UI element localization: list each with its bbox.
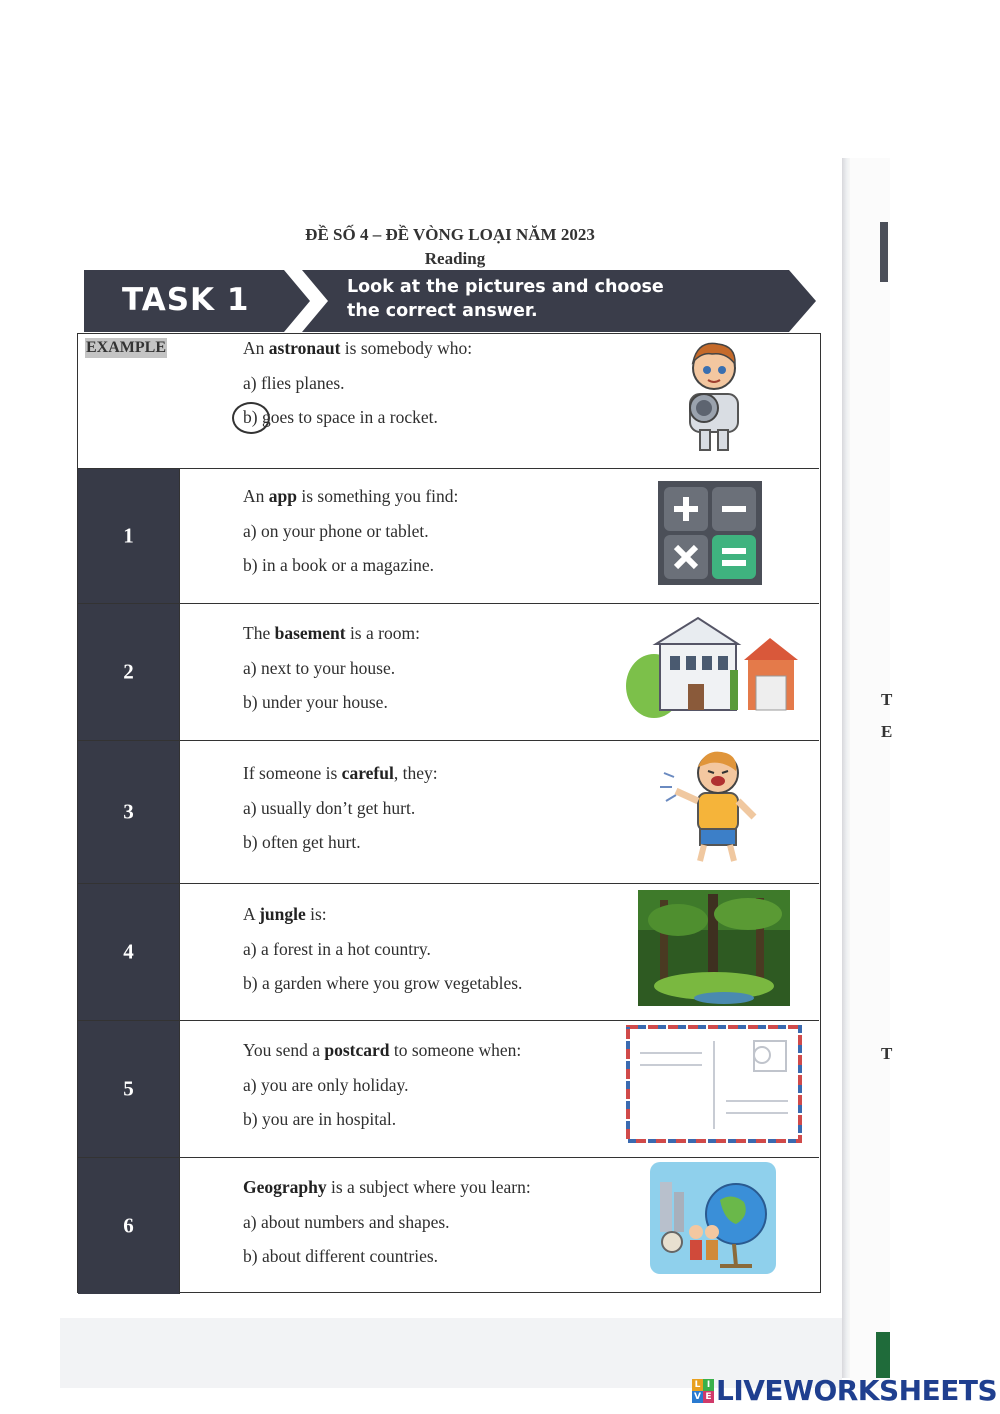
question-number: 6 <box>123 1213 134 1238</box>
question-row <box>78 604 819 741</box>
question-table <box>77 333 821 1293</box>
question-prompt: The basement is a room: <box>243 623 420 643</box>
geography-picture <box>650 1162 776 1274</box>
question-text <box>243 897 522 1001</box>
question-prompt: Geography is a subject where you learn: <box>243 1177 531 1197</box>
adjacent-page-bar <box>880 222 888 282</box>
question-text <box>243 756 438 860</box>
liveworksheets-wordmark: LIVEWORKSHEETS <box>716 1374 998 1407</box>
house-picture <box>626 614 802 718</box>
option-b[interactable]: b) you are in hospital. <box>243 1109 397 1129</box>
option-b[interactable]: b) often get hurt. <box>243 832 361 852</box>
question-row <box>78 469 819 604</box>
adjacent-page <box>850 158 893 1388</box>
jungle-picture <box>638 890 790 1006</box>
option-b[interactable]: b) in a book or a magazine. <box>243 555 434 575</box>
option-b[interactable]: b) a garden where you grow vegetables. <box>243 973 523 993</box>
question-text <box>243 479 458 583</box>
task-banner <box>84 270 816 332</box>
section-subtitle: Reading <box>424 249 486 268</box>
option-a[interactable]: a) you are only holiday. <box>243 1074 409 1095</box>
astronaut-picture <box>668 336 760 456</box>
question-row <box>78 1021 819 1158</box>
adjacent-page-letter: T <box>881 690 893 709</box>
liveworksheets-icon: L I V E <box>692 1379 714 1403</box>
question-row <box>78 884 819 1021</box>
keyword: postcard <box>324 1040 390 1060</box>
option-a[interactable]: a) about numbers and shapes. <box>243 1211 450 1232</box>
selected-answer-circle <box>232 402 270 434</box>
question-number: 5 <box>123 1076 134 1101</box>
example-row <box>78 334 819 469</box>
adjacent-page-letter: T <box>881 1044 893 1063</box>
keyword: astronaut <box>268 338 341 358</box>
option-b[interactable]: b) about different countries. <box>243 1246 439 1266</box>
liveworksheets-logo <box>692 1374 997 1407</box>
option-a[interactable]: a) on your phone or tablet. <box>243 520 429 541</box>
crying-boy-picture <box>654 743 774 867</box>
adjacent-page-letter: E <box>881 722 893 741</box>
option-a[interactable]: a) next to your house. <box>243 657 396 678</box>
question-number-cell <box>78 741 180 883</box>
option-a[interactable]: a) a forest in a hot country. <box>243 938 431 959</box>
question-number: 2 <box>123 659 134 684</box>
option-a[interactable]: a) flies planes. <box>243 372 345 393</box>
option-b[interactable]: b) under your house. <box>243 692 388 712</box>
question-prompt: If someone is careful, they: <box>243 763 438 783</box>
question-number: 4 <box>123 939 134 964</box>
question-number-cell <box>78 604 180 740</box>
question-prompt: You send a postcard to someone when: <box>243 1040 522 1060</box>
option-b[interactable]: b) goes to space in a rocket. <box>243 407 438 427</box>
question-row <box>78 741 819 884</box>
question-row <box>78 1158 819 1294</box>
adjacent-page-mark <box>876 1332 890 1378</box>
keyword: app <box>268 486 297 506</box>
example-label: EXAMPLE <box>86 339 166 356</box>
question-text <box>243 1033 521 1137</box>
instruction-line: Look at the pictures and choose <box>347 277 664 297</box>
question-number-cell <box>78 884 180 1020</box>
example-question <box>243 331 472 435</box>
task-instruction <box>347 275 767 323</box>
postcard-picture <box>626 1025 802 1143</box>
question-text <box>243 1170 531 1274</box>
option-a[interactable]: a) usually don’t get hurt. <box>243 797 416 818</box>
keyword: jungle <box>259 904 306 924</box>
question-prompt: An astronaut is somebody who: <box>243 338 473 358</box>
page-binding-edge <box>842 158 850 1378</box>
question-number-cell <box>78 469 180 603</box>
keyword: basement <box>274 623 346 643</box>
question-prompt: An app is something you find: <box>243 486 459 506</box>
instruction-line: the correct answer. <box>347 301 538 321</box>
question-text <box>243 616 420 720</box>
question-number: 3 <box>123 799 134 824</box>
keyword: careful <box>341 763 394 783</box>
question-number-cell <box>78 1021 180 1157</box>
question-number-cell <box>78 1158 180 1294</box>
task-number: TASK 1 <box>122 282 250 318</box>
question-number: 1 <box>123 523 134 548</box>
keyword: Geography <box>243 1177 327 1197</box>
calculator-app-picture <box>658 481 762 585</box>
document-title: ĐỀ SỐ 4 – ĐỀ VÒNG LOẠI NĂM 2023 <box>305 225 595 244</box>
question-prompt: A jungle is: <box>243 904 327 924</box>
